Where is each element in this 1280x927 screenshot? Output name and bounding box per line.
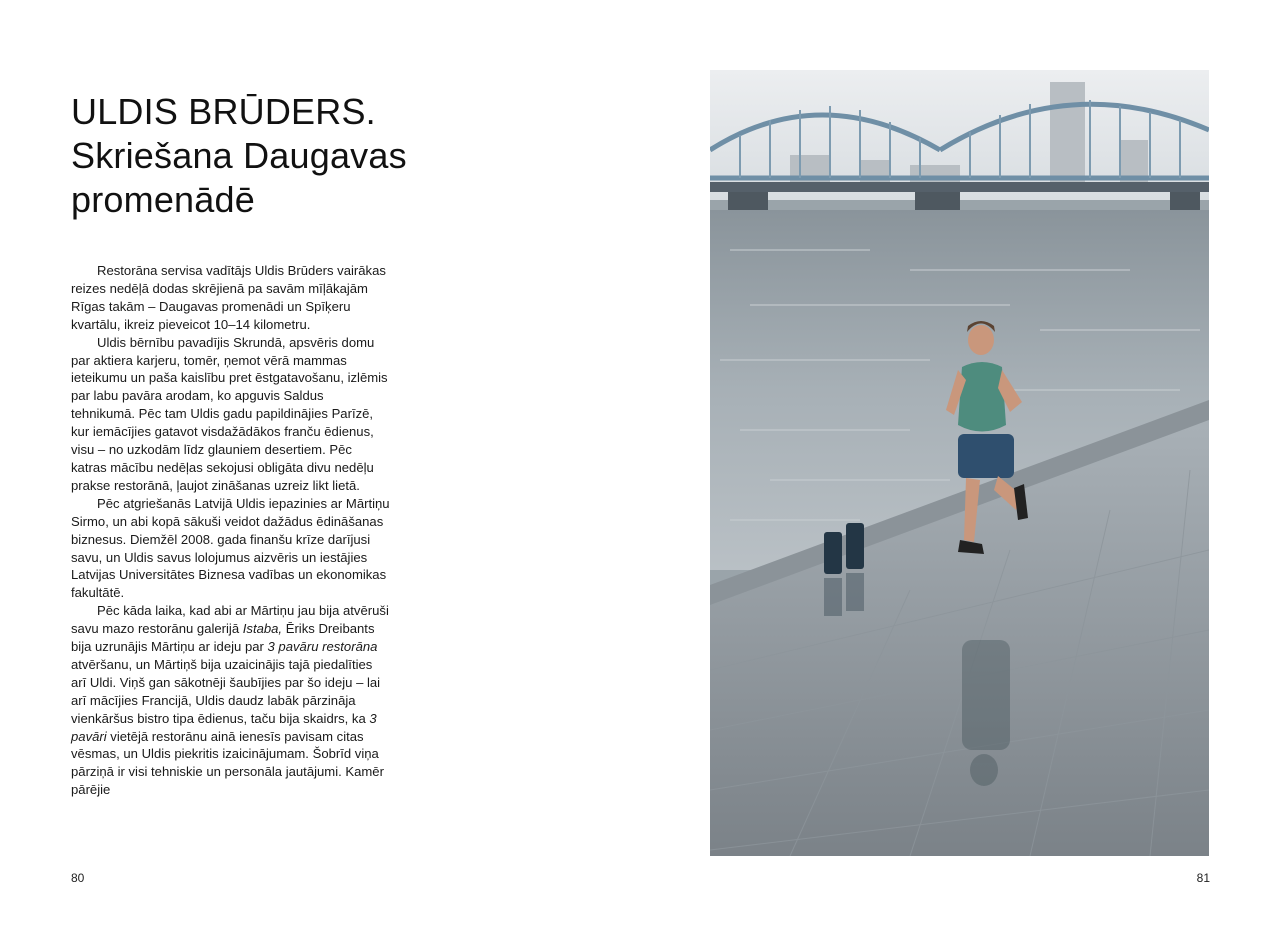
paragraph-4-text-c: atvēršanu, un Mārtiņš bija uzaicinājis tajā piedalīties arī Uldi. Viņš gan sākotnēji šaubījies par šo ideju – lai arī mācījies Francijā, Uldis daudz labāk pārzināja vienkāršus bistro tipa ēdienus, taču bija skaidrs, ka bbox=[71, 656, 381, 726]
page-number-right: 81 bbox=[1196, 871, 1210, 885]
paragraph-4 bbox=[71, 602, 391, 799]
restaurant-name-3-pavari: 3 pavāru restorāna bbox=[267, 639, 378, 655]
paragraph-4-text-a: Pēc kāda laika, kad abi ar Mārtiņu jau bija atvēruši savu mazo restorānu galerijā bbox=[71, 603, 389, 637]
restaurant-name-istaba: Istaba, bbox=[242, 621, 283, 637]
paragraph-3: Pēc atgriešanās Latvijā Uldis iepazinies ar Mārtiņu Sirmo, un abi kopā sākuši veidot dažādus ēdināšanas biznesus. Diemžēl 2008. gada finanšu krīze darījusi savu, un Uldis savus lolojumus aizvēris un iestājies Latvijas Universitātes Biznesa vadības un ekonomikas fakultātē. bbox=[71, 495, 390, 601]
paragraph-4-text-b: Ēriks Dreibants bija uzrunājis Mārtiņu ar ideju par bbox=[71, 621, 375, 655]
paragraph-2: Uldis bērnību pavadījis Skrundā, apsvēris domu par aktiera karjeru, tomēr, ņemot vērā mammas ieteikumu un paša kaislību pret ēstgatavošanu, izlēmis par labu pavāra arodam, ko apguvis Saldus tehnikumā. Pēc tam Uldis gadu papildinājies Parīzē, kur iemācījies gatavot visdažādākos franču ēdienus, visu – no uzkodām līdz glauniem desertiem. Pēc katras mācību nedēļas sekojusi obligāta divu nedēļu prakse restorānā, ļaujot zināšanas uzreiz likt lietā. bbox=[71, 334, 388, 493]
paragraph-1: Restorāna servisa vadītājs Uldis Brūders vairākas reizes nedēļā dodas skrējienā pa savām mīļākajām Rīgas takām – Daugavas promenādi un Spīķeru kvartālu, ikreiz pieveicot 10–14 kilometru. bbox=[71, 263, 386, 332]
title-line-1: ULDIS BRŪDERS. bbox=[71, 91, 376, 132]
paragraph-4-text-d: vietējā restorānu ainā ienesīs pavisam citas vēsmas, un Uldis piekritis izaicinājumam. Šobrīd viņa pārziņā ir visi tehniskie un personāla jautājumi. Kamēr pārējie bbox=[71, 728, 384, 798]
page-number-left: 80 bbox=[71, 871, 85, 885]
title-line-3: promenādē bbox=[71, 179, 255, 220]
runner-photo bbox=[710, 70, 1209, 856]
article-body bbox=[71, 262, 391, 799]
page-title bbox=[71, 90, 491, 222]
restaurant-name-3-pavari-short: 3 pavāri bbox=[71, 710, 377, 744]
title-line-2: Skriešana Daugavas bbox=[71, 135, 407, 176]
